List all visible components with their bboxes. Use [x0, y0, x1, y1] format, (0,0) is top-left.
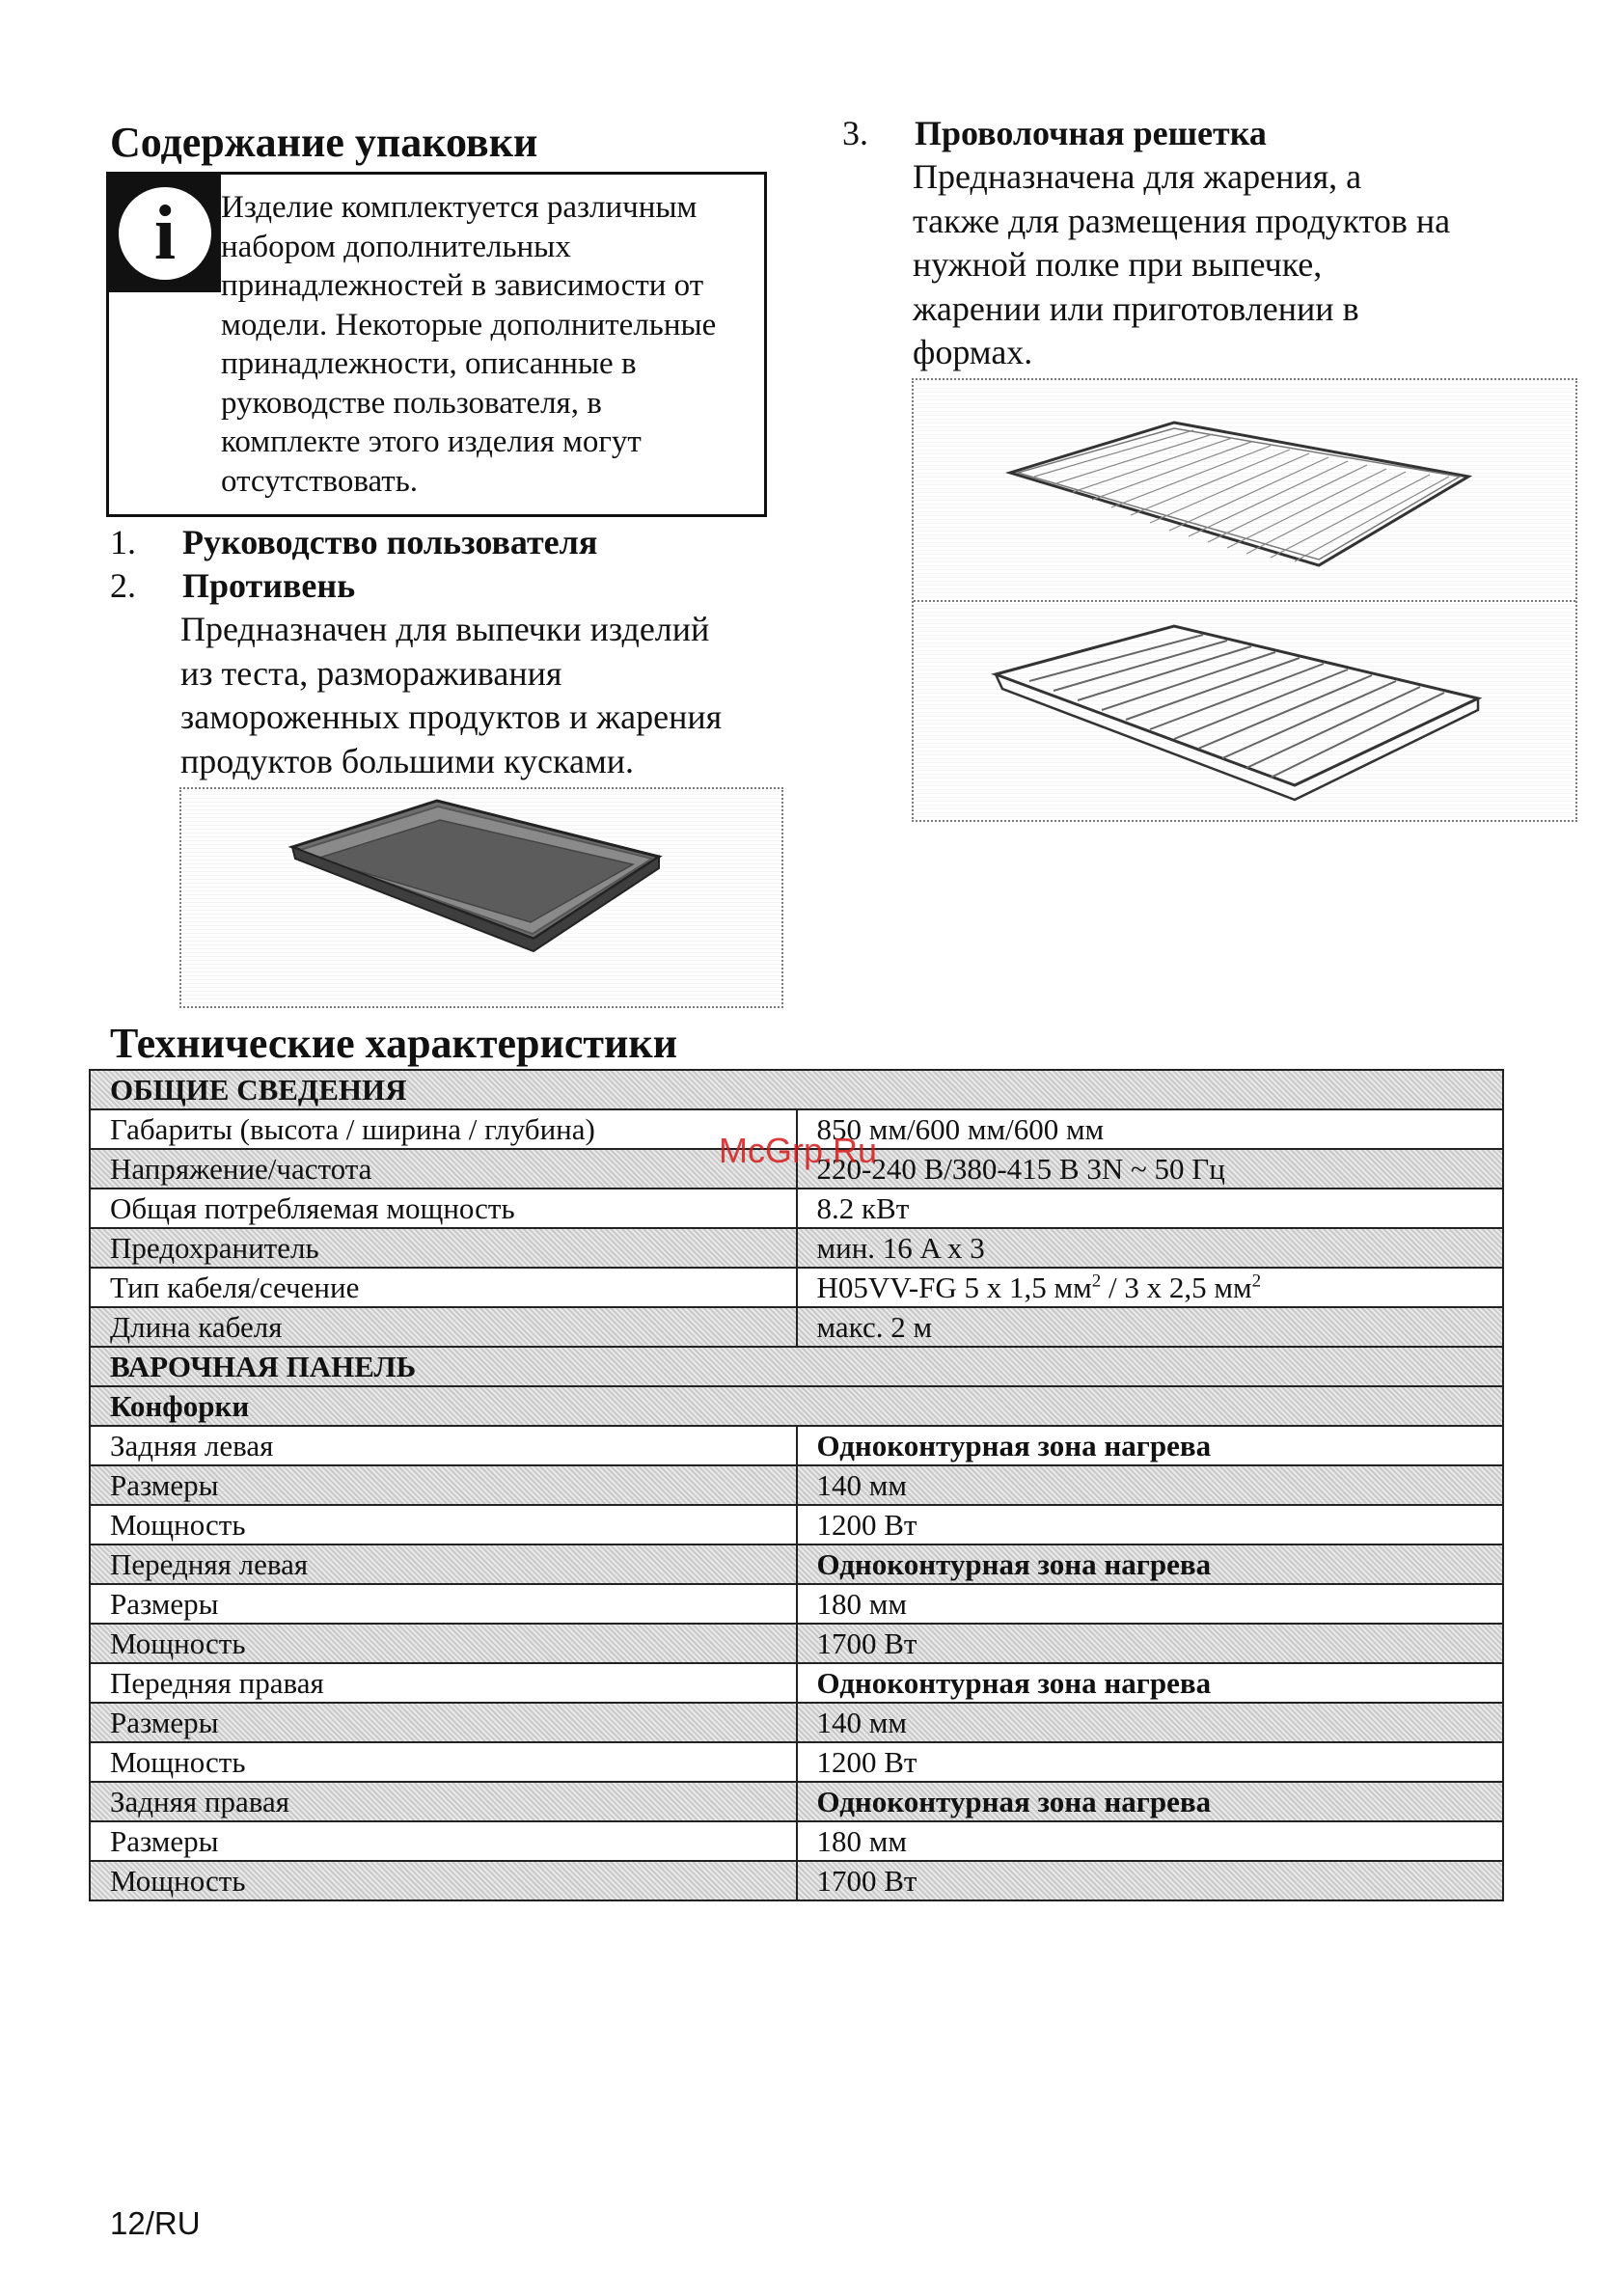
table-row: Мощность 1700 Вт — [90, 1861, 1503, 1900]
table-row: Общая потребляемая мощность 8.2 кВт — [90, 1189, 1503, 1228]
wire-rack-description: Предназначена для жарения, а также для размещения продуктов на нужной полке при выпечке, жарении или приготовлении в формах. — [913, 157, 1451, 372]
list-item-wire-rack — [842, 112, 1575, 155]
list-item-label: Противень — [182, 566, 356, 605]
info-icon: i — [109, 175, 221, 292]
table-row: Размеры 140 мм — [90, 1703, 1503, 1742]
list-item-label: Руководство пользователя — [182, 523, 598, 561]
table-section-header: ОБЩИЕ СВЕДЕНИЯ — [90, 1070, 1503, 1109]
wire-rack-images — [912, 378, 1577, 822]
table-row: Задняя правая Одноконтурная зона нагрева — [90, 1782, 1503, 1821]
table-row: Передняя левая Одноконтурная зона нагрева — [90, 1544, 1503, 1584]
table-row: Размеры 140 мм — [90, 1465, 1503, 1505]
specifications-table — [89, 1069, 1504, 1901]
table-row: Габариты (высота / ширина / глубина) 850 мм/600 мм/600 мм — [90, 1109, 1503, 1149]
table-row: Тип кабеля/сечение H05VV-FG 5 x 1,5 $мм^2 / 3$ x 2,5 $мм^2$ — [90, 1268, 1503, 1307]
section-title-package-contents: Содержание упаковки — [110, 119, 538, 166]
table-row: Длина кабеля макс. 2 м — [90, 1307, 1503, 1347]
list-number: 1. — [110, 523, 136, 561]
table-row: Мощность 1200 Вт — [90, 1505, 1503, 1544]
info-note-box — [106, 172, 767, 517]
table-row: Задняя левая Одноконтурная зона нагрева — [90, 1426, 1503, 1465]
table-row: Мощность 1200 Вт — [90, 1742, 1503, 1782]
section-title-specifications: Технические характеристики — [110, 1020, 678, 1067]
table-section-header: ВАРОЧНАЯ ПАНЕЛЬ — [90, 1347, 1503, 1386]
table-subsection-header: Конфорки — [90, 1386, 1503, 1426]
list-item-label: Проволочная решетка — [915, 114, 1267, 152]
wire-rack-angled-illustration — [914, 602, 1575, 820]
list-number: 3. — [842, 114, 868, 152]
table-row: Передняя правая Одноконтурная зона нагрева — [90, 1663, 1503, 1703]
baking-tray-description: Предназначен для выпечки изделий из теста, размораживания замороженных продуктов и жарения продуктов большими кусками. — [180, 610, 723, 780]
list-item-baking-tray — [110, 564, 785, 608]
page-number: 12/RU — [110, 2205, 201, 2241]
cable-type-value: H05VV-FG 5 x 1,5 $мм^2 / 3$ x 2,5 $мм^2$ — [797, 1268, 1504, 1307]
list-item-user-manual — [110, 521, 785, 564]
table-row: Размеры 180 мм — [90, 1821, 1503, 1861]
table-row: Размеры 180 мм — [90, 1584, 1503, 1624]
watermark: McGrp.Ru — [719, 1131, 878, 1170]
table-row: Напряжение/частота 220-240 В/380-415 В 3N ~ 50 Гц — [90, 1149, 1503, 1189]
baking-tray-image — [179, 787, 783, 1008]
list-number: 2. — [110, 566, 136, 605]
info-note-text: Изделие комплектуется различным набором дополнительных принадлежностей в зависимости от модели. Некоторые дополнительные принадлежности, описанные в руководстве пользователя, в комплекте этого изделия могут отсутствовать. — [221, 190, 717, 499]
wire-rack-top-illustration — [914, 380, 1575, 598]
baking-tray-illustration — [181, 789, 781, 1006]
table-row: Мощность 1700 Вт — [90, 1624, 1503, 1663]
table-row: Предохранитель мин. 16 A x 3 — [90, 1228, 1503, 1268]
